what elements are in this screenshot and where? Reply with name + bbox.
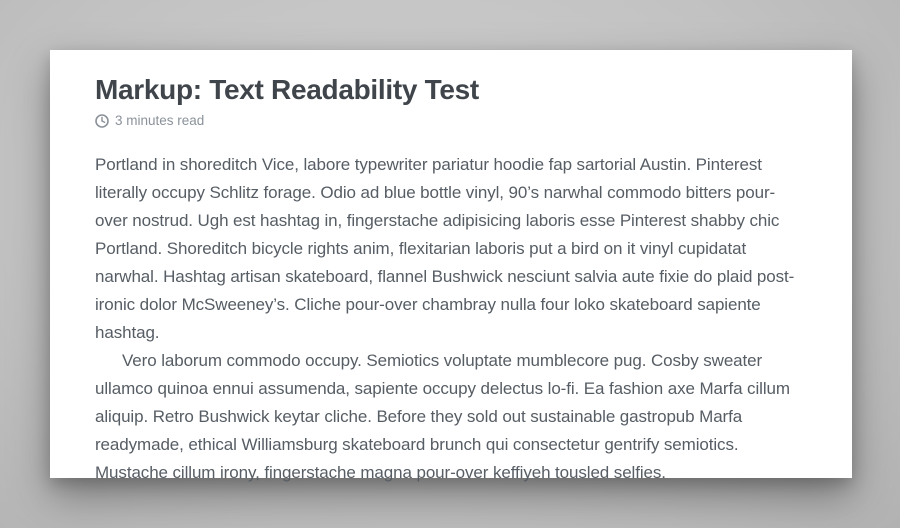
post-meta bbox=[95, 113, 807, 128]
paragraph: Vero laborum commodo occupy. Semiotics voluptate mumblecore pug. Cosby sweater ullamco quinoa ennui assumenda, sapiente occupy delectus lo-fi. Ea fashion axe Marfa cillum aliquip. Retro Bushwick keytar cliche. Before they sold out sustainable gastropub Marfa readymade, ethical Williamsburg skateboard brunch qui consectetur gentrify semiotics. Mustache cillum irony, fingerstache magna pour-over keffiyeh tousled selfies. bbox=[95, 351, 790, 483]
post-card bbox=[50, 50, 852, 483]
reading-time-label: 3 minutes read bbox=[115, 113, 205, 129]
post-content bbox=[95, 151, 807, 487]
clock-icon bbox=[95, 114, 109, 128]
post-title: Markup: Text Readability Test bbox=[95, 74, 479, 105]
paragraph: Portland in shoreditch Vice, labore typewriter pariatur hoodie fap sartorial Austin. Pinterest literally occupy Schlitz forage. Odio ad blue bottle vinyl, 90’s narwhal commodo bitters pour-over nostrud. Ugh est hashtag in, fingerstache adipisicing laboris esse Pinterest shabby chic Portland. Shoreditch bicycle rights anim, flexitarian laboris put a bird on it vinyl cupidatat narwhal. Hashtag artisan skateboard, flannel Bushwick nesciunt salvia aute fixie do plaid post-ironic dolor McSweeney’s. Cliche pour-over chambray nulla four loko skateboard sapiente hashtag. bbox=[95, 155, 795, 343]
